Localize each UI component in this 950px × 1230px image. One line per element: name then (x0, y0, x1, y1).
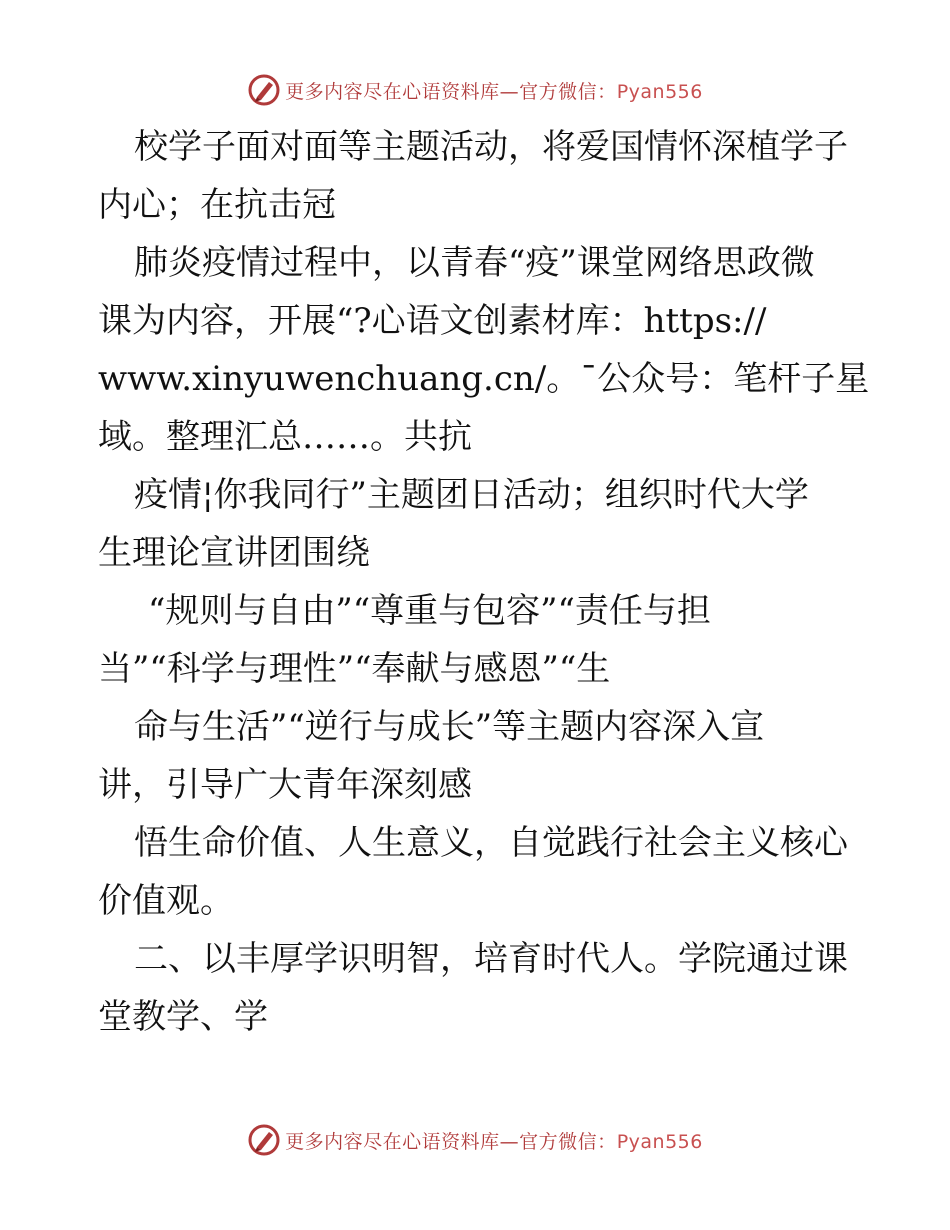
body-line: 命与生活”“逆行与成长”等主题内容深入宣 (134, 707, 765, 747)
banner-account: Pyan556 (616, 1130, 703, 1153)
footer-banner (0, 1120, 950, 1160)
body-line: 疫情¦你我同行”主题团日活动；组织时代大学 (134, 475, 809, 515)
banner-label: 官方微信： (519, 1130, 617, 1153)
body-line: 课为内容，开展“?心语文创素材库：https:// (98, 301, 767, 341)
body-line: 当”“科学与理性”“奉献与感恩”“生 (98, 649, 611, 689)
banner-label: 官方微信： (519, 80, 617, 103)
banner-text (285, 77, 703, 104)
body-line: 讲，引导广大青年深刻感 (98, 765, 472, 805)
body-line: www.xinyuwenchuang.cn/。¯公众号：笔杆子星 (98, 359, 870, 399)
body-line: “规则与自由”“尊重与包容”“责任与担 (148, 591, 711, 631)
body-line: 价值观。 (98, 881, 234, 921)
body-line: 悟生命价值、人生意义，自觉践行社会主义核心 (134, 823, 848, 863)
document-body (98, 118, 868, 1046)
banner-separator: — (499, 80, 520, 103)
banner-account: Pyan556 (616, 80, 703, 103)
banner-separator: — (499, 1130, 520, 1153)
banner-title: 更多内容尽在心语资料库 (285, 1130, 500, 1153)
pen-logo-icon (247, 1123, 281, 1157)
header-banner (0, 70, 950, 110)
body-line: 肺炎疫情过程中，以青春“疫”课堂网络思政微 (134, 243, 815, 283)
body-line: 内心；在抗击冠 (98, 185, 336, 225)
body-line: 域。整理汇总……。共抗 (98, 417, 472, 457)
banner-text (285, 1127, 703, 1154)
pen-logo-icon (247, 73, 281, 107)
body-line: 二、以丰厚学识明智，培育时代人。学院通过课 (134, 939, 848, 979)
body-line: 校学子面对面等主题活动，将爱国情怀深植学子 (134, 127, 848, 167)
body-line: 堂教学、学 (98, 997, 268, 1037)
body-line: 生理论宣讲团围绕 (98, 533, 370, 573)
banner-title: 更多内容尽在心语资料库 (285, 80, 500, 103)
